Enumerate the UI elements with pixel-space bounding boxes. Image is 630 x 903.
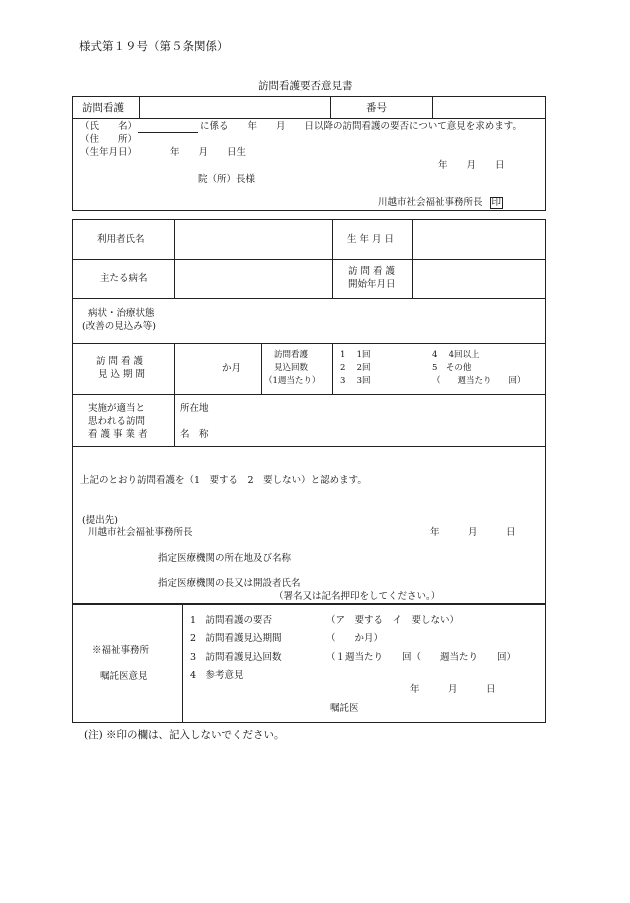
request-date: 年 月 日: [438, 160, 505, 171]
condition-label-1: 病状・治療状態: [88, 308, 155, 319]
houmon-field[interactable]: [140, 97, 329, 117]
provider-label-2: 思われる訪問: [88, 416, 146, 427]
bangou-field[interactable]: [433, 97, 545, 117]
count-option-2[interactable]: 2 2回: [340, 363, 371, 373]
office-item-2: 2 訪問看護見込期間: [190, 633, 282, 644]
user-name-label: 利用者氏名: [97, 234, 145, 245]
institution-address-label: 指定医療機関の所在地及び名称: [158, 553, 292, 564]
office-date: 年 月 日: [410, 684, 496, 695]
count-option-3[interactable]: 3 3回: [340, 376, 371, 386]
office-item-2-value: （ か月）: [326, 633, 384, 644]
form-title: 訪問看護要否意見書: [258, 80, 353, 92]
count-option-4[interactable]: 4 4回以上: [432, 350, 480, 360]
office-item-3: 3 訪問看護見込回数: [190, 652, 282, 663]
count-label-3: （1週当たり）: [264, 376, 321, 386]
form-number: 様式第１９号（第５条関係）: [79, 39, 229, 53]
provider-address-label: 所在地: [180, 403, 209, 414]
name-field[interactable]: [138, 122, 198, 133]
office-item-3-value: （１週当たり 回（ 週当たり 回）: [326, 652, 517, 663]
institution-head-label: 指定医療機関の長又は開設者氏名: [158, 578, 301, 589]
signature-note: （署名又は記名押印をしてください。）: [274, 591, 441, 602]
request-text: に係る 年 月 日以降の訪問看護の要否について意見を求めます。: [200, 121, 523, 132]
start-label-2: 開始年月日: [348, 279, 396, 290]
disease-label: 主たる病名: [100, 273, 148, 284]
condition-field[interactable]: [175, 299, 545, 342]
footer-note: (注) ※印の欄は、記入しないでください。: [84, 729, 285, 741]
submit-to: 川越市社会福祉事務所長: [88, 527, 193, 538]
submit-to-label: (提出先): [82, 515, 118, 526]
provider-label-3: 看 護 事 業 者: [88, 429, 148, 440]
count-label-1: 訪問看護: [274, 350, 309, 360]
bangou-label: 番号: [366, 102, 387, 114]
period-label-2: 見 込 期 間: [98, 369, 146, 380]
doctor-label: 嘱託医: [330, 703, 359, 714]
disease-field[interactable]: [175, 260, 331, 297]
address-label: （住 所）: [80, 134, 138, 145]
addressee: 院（所）長様: [198, 174, 256, 185]
birthdate-field[interactable]: [413, 220, 545, 258]
period-label-1: 訪 問 看 護: [96, 356, 144, 367]
provider-name-label: 名 称: [180, 429, 209, 440]
opinion-date: 年 月 日: [430, 527, 516, 538]
birth-text: 年 月 日生: [170, 147, 247, 158]
office-item-4: 4 参考意見: [190, 670, 244, 681]
count-option-6[interactable]: （ 週当たり 回）: [432, 376, 526, 386]
count-label-2: 見込回数: [274, 363, 309, 373]
start-date-field[interactable]: [413, 260, 545, 297]
condition-label-2: (改善の見込み等): [82, 321, 156, 332]
count-option-1[interactable]: 1 1回: [340, 350, 371, 360]
name-label: （氏 名）: [80, 121, 138, 132]
opinion-box: [72, 447, 546, 604]
office-item-1: 1 訪問看護の要否: [190, 615, 273, 626]
office-item-1-value: （ア 要する イ 要しない）: [326, 615, 460, 626]
count-option-5[interactable]: 5 その他: [432, 363, 472, 373]
office-label-1: ※福祉事務所: [92, 645, 150, 656]
birth-label: （生年月日）: [80, 147, 138, 158]
provider-label-1: 実施が適当と: [88, 403, 146, 414]
houmon-label: 訪問看護: [82, 102, 124, 114]
office-label-2: 嘱託医意見: [100, 671, 148, 682]
period-unit: か月: [222, 363, 242, 374]
birthdate-label: 生 年 月 日: [347, 234, 395, 245]
sender-name: 川越市社会福祉事務所長: [378, 197, 483, 208]
seal-stamp: 印: [491, 197, 502, 208]
sender: [378, 197, 503, 209]
opinion-statement: 上記のとおり訪問看護を（1 要する 2 要しない）と認めます。: [80, 475, 367, 486]
user-name-field[interactable]: [175, 220, 331, 258]
start-label-1: 訪 問 看 護: [348, 266, 396, 277]
